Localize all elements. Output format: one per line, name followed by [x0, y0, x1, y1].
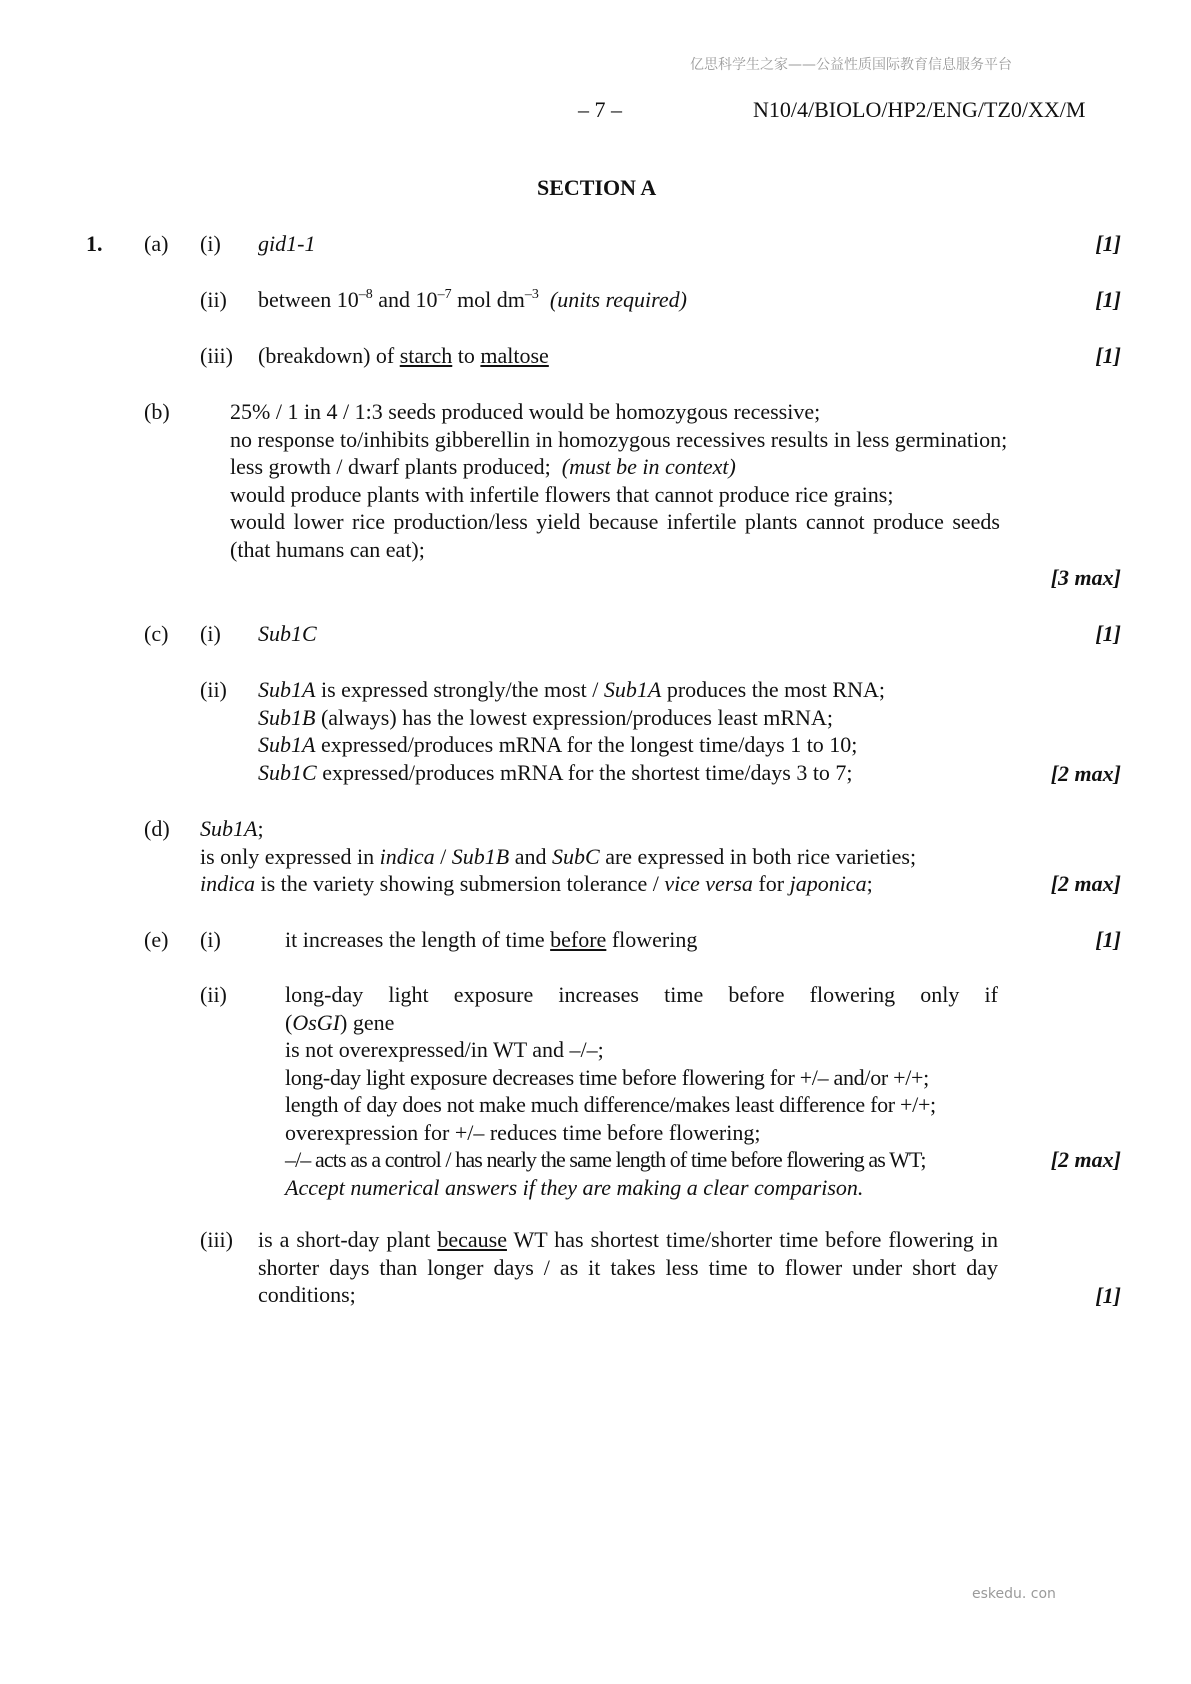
part-e-i-label: (i) [200, 927, 221, 952]
part-e-i-mark: [1] [1095, 927, 1121, 952]
part-a-i-mark: [1] [1095, 231, 1121, 256]
watermark-bottom: eskedu. con [972, 1586, 1056, 1602]
part-b-answer: 25% / 1 in 4 / 1:3 seeds produced would be homozygous recessive; no response to/inhibits gibberellin in homozygous recessives results in less germination; less growth / dwarf plants produced; (must be in context) would produce plants with infertile flowers that cannot produce rice grains; would lower rice production/less yield because infertile plants cannot produce seeds (that humans can eat); [230, 399, 1008, 562]
part-e-iii-label: (iii) [200, 1227, 233, 1252]
part-c-ii-answer: Sub1A is expressed strongly/the most / Sub1A produces the most RNA; Sub1B (always) has the lowest expression/produces least mRNA; Sub1A expressed/produces mRNA for the longest time/days 1 to 10; Sub1C expressed/produces mRNA for the shortest time/days 3 to 7; [258, 677, 885, 785]
part-b-mark: [3 max] [1050, 565, 1121, 590]
part-a-iii-mark: [1] [1095, 343, 1121, 368]
part-a-i-answer: gid1-1 [258, 231, 316, 256]
part-e-label: (e) [144, 927, 169, 952]
part-c-ii-label: (ii) [200, 677, 227, 702]
part-d-mark: [2 max] [1050, 871, 1121, 896]
part-c-i-mark: [1] [1095, 621, 1121, 646]
document-code: N10/4/BIOLO/HP2/ENG/TZ0/XX/M [753, 97, 1086, 122]
part-a-iii-answer: (breakdown) of starch to maltose [258, 343, 549, 368]
section-title: SECTION A [537, 175, 657, 200]
part-e-ii-label: (ii) [200, 982, 227, 1007]
part-a-ii-answer: between $10^{-8}$ and $10^{-7}$ mol $dm^{-3}$ (units required) [258, 287, 687, 312]
question-number: 1. [86, 231, 103, 256]
part-e-ii-answer: long-day light exposure increases time before flowering only if (OsGI) gene is not overexpressed/in WT and –/–; long-day light exposure decreases time before flowering for +/– and/or +/+; length of day does not make much difference/makes least difference for +/+; overexpression for +/– reduces time before flowering; –/– acts as a control / has nearly the same length of time before flowering as WT; Accept numerical answers if they are making a clear comparison. [285, 982, 998, 1200]
part-d-label: (d) [144, 816, 170, 841]
part-c-label: (c) [144, 621, 169, 646]
part-a-label: (a) [144, 231, 169, 256]
watermark-top: 亿思科学生之家——公益性质国际教育信息服务平台 [690, 57, 1012, 73]
part-e-iii-mark: [1] [1095, 1283, 1121, 1308]
part-e-i-answer: it increases the length of time before flowering [285, 927, 698, 952]
part-c-ii-mark: [2 max] [1050, 761, 1121, 786]
part-a-iii-label: (iii) [200, 343, 233, 368]
part-a-ii-mark: [1] [1095, 287, 1121, 312]
part-e-iii-answer: is a short-day plant because WT has shortest time/shorter time before flowering in shorter days than longer days / as it takes less time to flower under short day conditions; [258, 1227, 998, 1307]
page-number: – 7 – [578, 97, 622, 122]
part-c-i-answer: Sub1C [258, 621, 317, 646]
part-c-i-label: (i) [200, 621, 221, 646]
part-a-ii-label: (ii) [200, 287, 227, 312]
part-d-answer: Sub1A; is only expressed in indica / Sub1B and SubC are expressed in both rice varieties; indica is the variety showing submersion tolerance / vice versa for japonica; [200, 816, 917, 896]
part-b-label: (b) [144, 399, 170, 424]
part-a-i-label: (i) [200, 231, 221, 256]
part-e-ii-mark: [2 max] [1050, 1147, 1121, 1172]
